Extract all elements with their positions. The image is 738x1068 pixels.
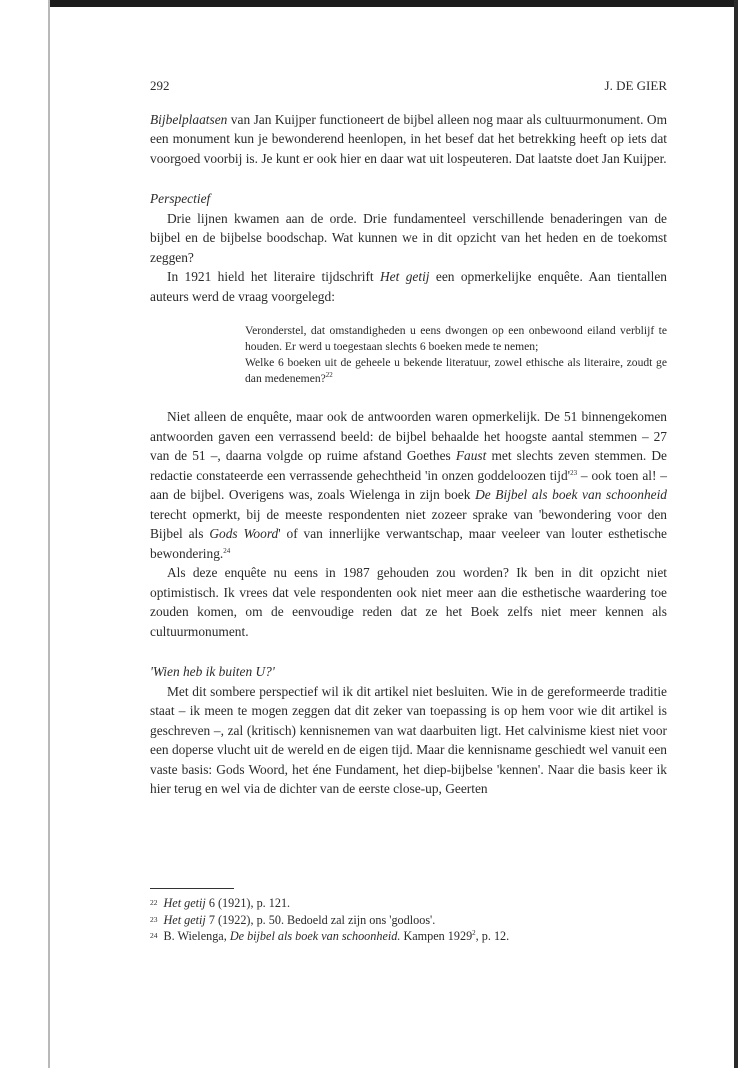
running-header [150, 76, 667, 96]
footnote: 22 Het getij 6 (1921), p. 121. [150, 896, 291, 910]
footnote: 24 B. Wielenga, De bijbel als boek van schoonheid. Kampen 1929$^2$, p. 12. [150, 929, 510, 943]
footnotes [150, 895, 667, 945]
scan-right-edge [734, 0, 738, 1068]
page-body [150, 76, 667, 799]
running-head: J. DE GIER [604, 78, 667, 93]
footnote-rule [150, 888, 234, 889]
intro-title: Bijbelplaatsen [150, 111, 228, 127]
intro-paragraph: Bijbelplaatsen van Jan Kuijper functioneert de bijbel alleen nog maar als cultuurmonument. Om een monument kun je bewonderend heenlopen, in het besef dat het betrekking heeft op iets dat voorgoed voorbij is. Je kunt er ook hier en daar wat uit lospeuteren. Dat laatste doet Jan Kuijper. [150, 111, 667, 166]
footnote-ref: 22 [325, 371, 333, 379]
paragraph: Als deze enquête nu eens in 1987 gehouden zou worden? Ik ben in dit opzicht niet optimistisch. Ik vrees dat vele respondenten ook niet meer aan die esthetische waardering toe zouden komen, om de eenvoudige reden dat ze het Boek zelfs niet meer kennen als cultuurmonument. [150, 565, 667, 639]
section-heading-wien: 'Wien heb ik buiten U?' [150, 664, 275, 679]
page-number: 292 [150, 78, 170, 93]
block-quote [245, 323, 667, 387]
footnote-ref: 23 [570, 468, 578, 477]
paragraph: Met dit sombere perspectief wil ik dit artikel niet besluiten. Wie in de gereformeerde traditie staat – ik meen te mogen zeggen dat dit zeker van toepassing is op hem voor wie dit artikel is geschreven –, zal (kritisch) kennisnemen van wat daarbuiten ligt. Het calvinisme kiest niet voor een doperse vlucht uit de wereld en de eigen tijd. Maar die kennisname geschiedt wel vanuit een vaste basis: Gods Woord, het éne Fundament, het diep-bijbelse 'kennen'. Naar die basis keer ik hier terug en wel via de dichter van de eerste close-up, Geerten [150, 683, 667, 796]
paragraph: Niet alleen de enquête, maar ook de antwoorden waren opmerkelijk. De 51 binnengekomen antwoorden gaven een verrassend beeld: de bijbel behaalde het hoogste aantal stemmen – 27 van de 51 –, daarna volgde op ruime afstand Goethes Faust met slechts zeven stemmen. De redactie constateerde een verrassende gehechtheid 'in onzen goddeloozen $tijd'^{23}$ – ook toen al! – aan de bijbel. Overigens was, zoals Wielenga in zijn boek De Bijbel als boek van schoonheid terecht opmerkt, bij de meeste respondenten niet zozeer sprake van 'bewondering voor den Bijbel als Gods Woord' of van innerlijke verwantschap, maar veeleer van louter esthetische bewondering.$^{24}$ [150, 409, 667, 561]
footnote-ref: 24 [223, 546, 231, 555]
paragraph: Drie lijnen kwamen aan de orde. Drie fundamenteel verschillende benaderingen van de bijbel en de bijbelse boodschap. Wat kunnen we in dit opzicht van het heden en de toekomst zeggen? [150, 210, 667, 265]
section-heading-perspectief: Perspectief [150, 191, 211, 206]
scan-top-edge [48, 0, 738, 7]
quote-line: Welke 6 boeken uit de geheele u bekende literatuur, zowel ethische als literaire, zoudt ge dan medenemen?$^{22}$ [245, 356, 667, 385]
footnote: 23 Het getij 7 (1922), p. 50. Bedoeld zal zijn ons 'godloos'. [150, 912, 436, 927]
paragraph: In 1921 hield het literaire tijdschrift Het getij een opmerkelijke enquête. Aan tientallen auteurs werd de vraag voorgelegd: [150, 269, 667, 304]
scan-left-edge [48, 0, 50, 1068]
quote-line: Veronderstel, dat omstandigheden u eens dwongen op een onbewoond eiland verblijf te houden. Er werd u toegestaan slechts 6 boeken mede te nemen; [245, 324, 667, 353]
